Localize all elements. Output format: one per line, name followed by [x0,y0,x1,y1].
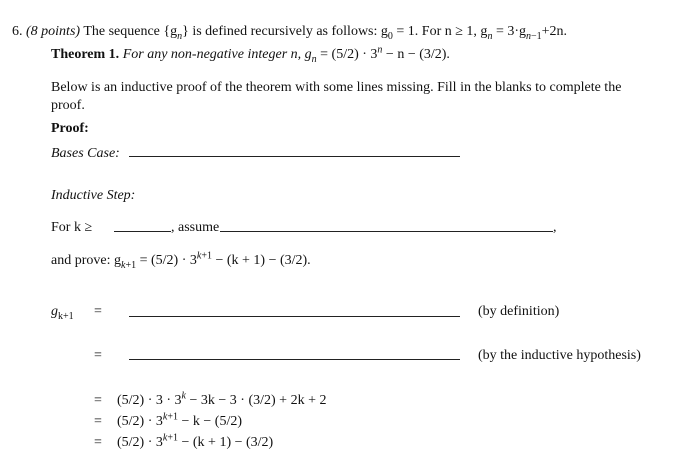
derivation-step-3: $(5/2) \cdot 3 \cdot 3^k - 3k - 3 \cdot (3/2) + 2k + 2$ [117,390,327,408]
equals-sign-5: = [94,435,102,450]
instructions-line1: Below is an inductive proof of the theorem with some lines missing. Fill in the blanks to complete the [51,80,622,95]
trailing-comma: , [553,220,557,235]
by-hypothesis-note: (by the inductive hypothesis) [478,348,641,363]
recurrence: = 3·g [492,24,526,39]
problem-intro: The sequence {g [83,24,178,39]
and-prove-label: and prove: g [51,253,121,268]
equals-sign-3: = [94,393,102,408]
and-prove-formula: = (5/2) · 3 [136,253,197,268]
bases-case-label: Bases Case: [51,146,120,161]
problem-points: (8 points) [26,24,81,39]
theorem-statement: For any non-negative integer n, g [122,47,312,62]
definition-blank[interactable] [129,316,460,317]
assume-label: , assume [171,220,220,235]
problem-number: 6. [12,24,23,39]
derivation-step-5: $(5/2) \cdot 3^{k+1} - (k + 1) - (3/2)$ [117,432,274,450]
equals-sign-4: = [94,414,102,429]
inductive-step-label: Inductive Step: [51,188,136,203]
proof-label: Proof: [51,121,89,136]
derivation-lhs: $g_{k+1}$ [51,304,74,322]
derivation-step-4: $(5/2) \cdot 3^{k+1} - k - (5/2)$ [117,411,242,429]
equals-sign-1: = [94,304,102,319]
assume-blank[interactable] [220,231,553,232]
equals-sign-2: = [94,348,102,363]
bases-case-blank[interactable] [129,156,460,157]
problem-statement: 6. (8 points) The sequence $\{g_n\}$ is defined recursively as follows: $g_0 = 1$. For n ≥ 1, $g_n = 3\cdot g_{n-1}+2n$. [12,24,568,42]
instructions-line2: proof. [51,98,85,113]
hypothesis-blank[interactable] [129,359,460,360]
and-prove-statement: and prove: $g_{k+1} = (5/2) \cdot 3^{k+1} - (k + 1) - (3/2)$. [51,250,311,271]
theorem-label: Theorem 1. [51,47,120,62]
k-base-blank[interactable] [114,231,171,232]
for-k-label: For k ≥ [51,220,93,235]
theorem-formula: = (5/2) · 3 [316,47,378,62]
theorem: Theorem 1. For any non-negative integer n, $g_n = (5/2) \cdot 3^n - n - (3/2)$. [51,44,450,65]
by-definition-note: (by definition) [478,304,560,319]
